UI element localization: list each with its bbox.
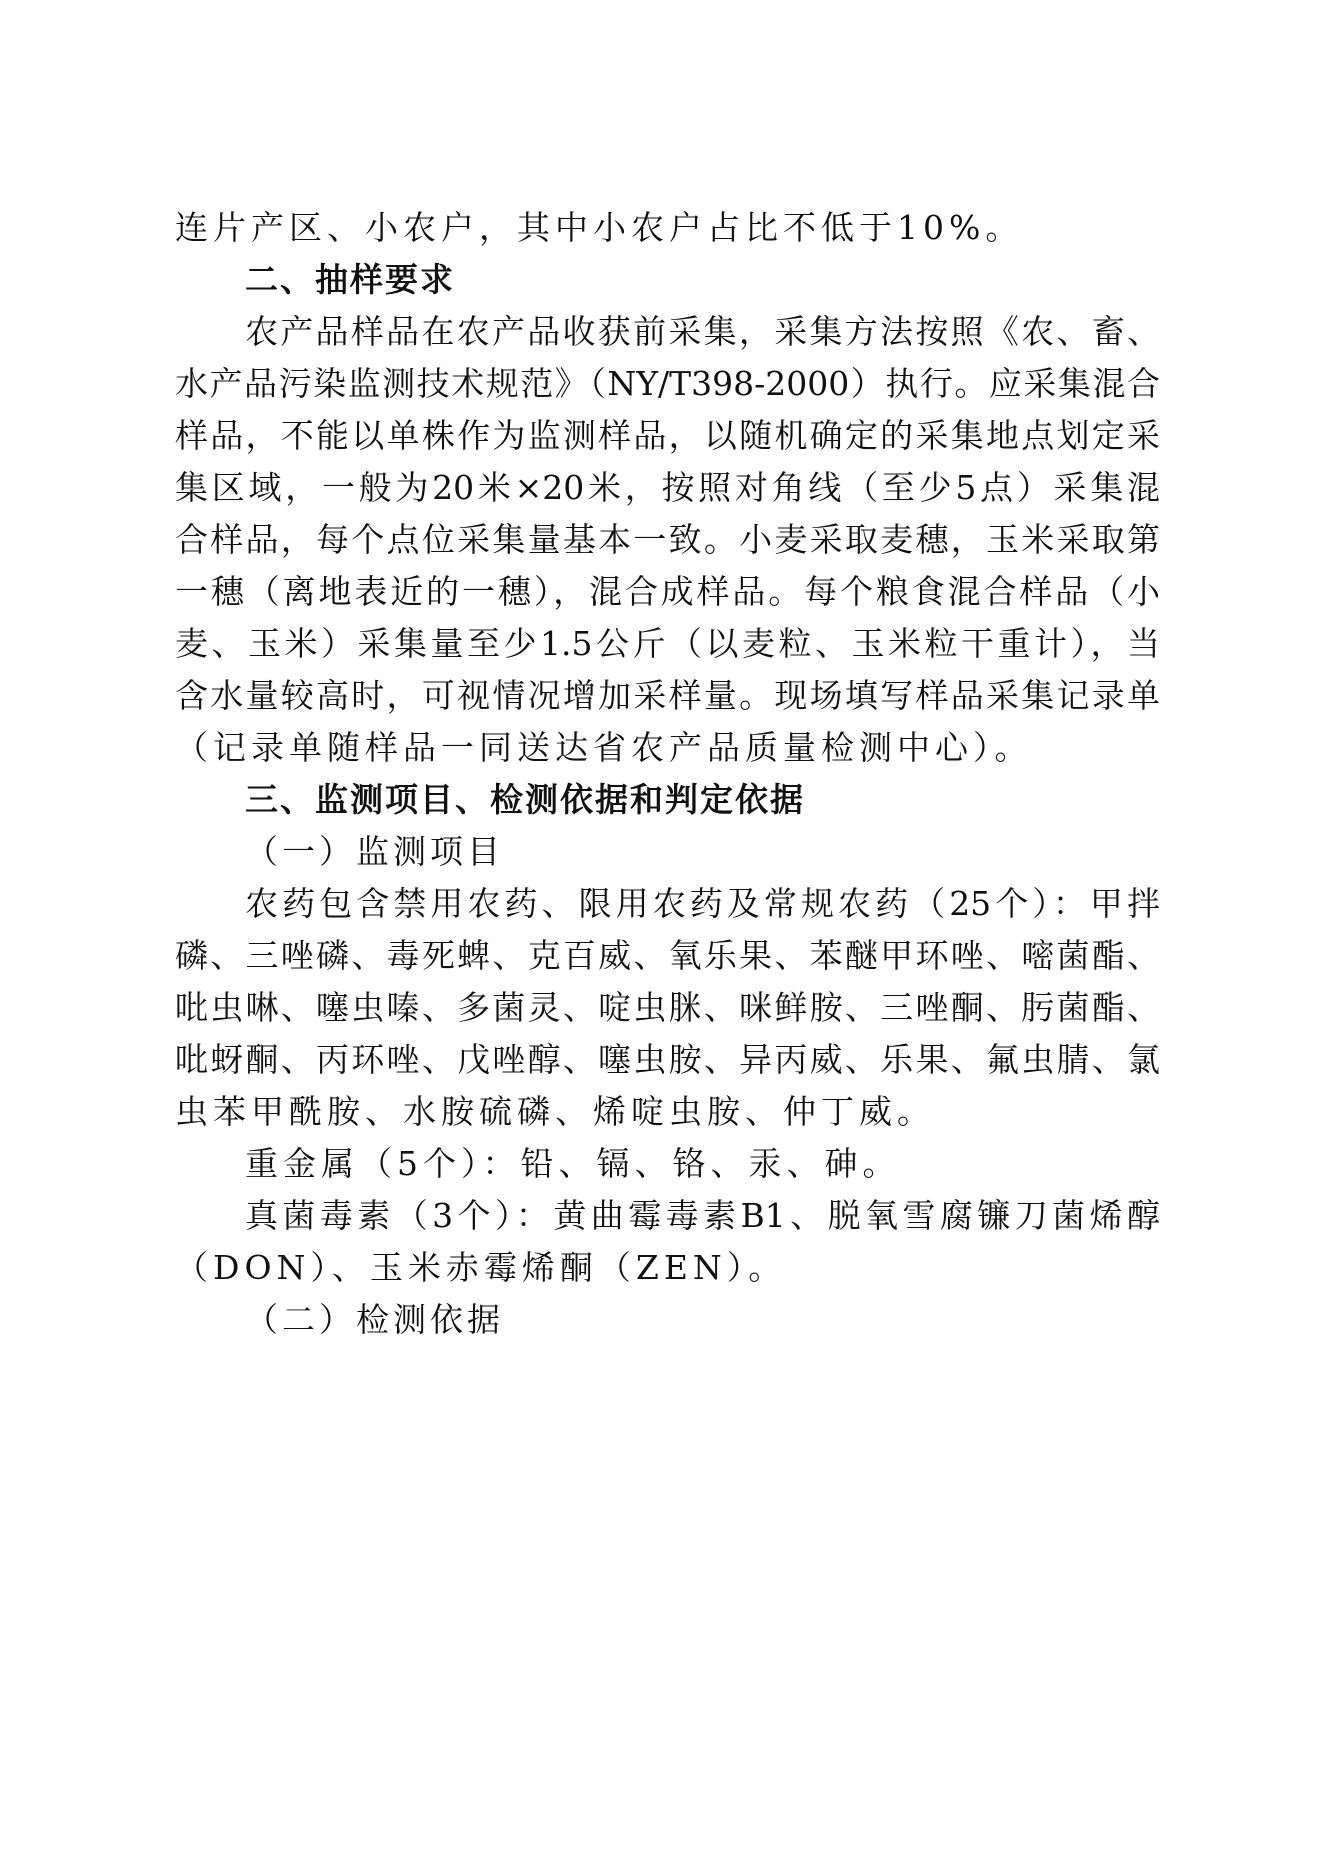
paragraph-line: 虫苯甲酰胺、水胺硫磷、烯啶虫胺、仲丁威。 [175, 1092, 935, 1131]
paragraph-line: 农产品样品在农产品收获前采集，采集方法按照《农、畜、 [245, 312, 1160, 351]
subsection-heading-items: （一）监测项目 [245, 832, 504, 871]
paragraph-line: （记录单随样品一同送达省农产品质量检测中心）。 [175, 728, 1033, 767]
paragraph-line: 一穗（离地表近的一穗），混合成样品。每个粮食混合样品（小 [175, 572, 1160, 611]
paragraph-line: 农药包含禁用农药、限用农药及常规农药（25个）：甲拌 [245, 884, 1160, 923]
paragraph-line: 磷、三唑磷、毒死蜱、克百威、氧乐果、苯醚甲环唑、嘧菌酯、 [175, 936, 1160, 975]
paragraph-line: 麦、玉米）采集量至少1.5公斤（以麦粒、玉米粒干重计），当 [175, 624, 1160, 663]
section-heading-monitoring: 三、监测项目、检测依据和判定依据 [245, 780, 805, 819]
paragraph-line: 水产品污染监测技术规范》（NY/T398-2000）执行。应采集混合 [175, 364, 1160, 403]
paragraph-line: 吡蚜酮、丙环唑、戊唑醇、噻虫胺、异丙威、乐果、氟虫腈、氯 [175, 1040, 1160, 1079]
paragraph-line: 集区域，一般为20米×20米，按照对角线（至少5点）采集混 [175, 468, 1160, 507]
paragraph-line: 样品，不能以单株作为监测样品，以随机确定的采集地点划定采 [175, 416, 1160, 455]
paragraph-line: 吡虫啉、噻虫嗪、多菌灵、啶虫脒、咪鲜胺、三唑酮、肟菌酯、 [175, 988, 1160, 1027]
paragraph-line: 连片产区、小农户，其中小农户占比不低于10%。 [175, 208, 1024, 247]
paragraph-line: 含水量较高时，可视情况增加采样量。现场填写样品采集记录单 [175, 676, 1160, 715]
subsection-heading-basis: （二）检测依据 [245, 1300, 504, 1339]
paragraph-line: 真菌毒素（3个）：黄曲霉毒素B1、脱氧雪腐镰刀菌烯醇 [245, 1196, 1160, 1235]
paragraph-line: 合样品，每个点位采集量基本一致。小麦采取麦穗，玉米采取第 [175, 520, 1160, 559]
paragraph-line: （DON）、玉米赤霉烯酮（ZEN）。 [175, 1248, 787, 1287]
paragraph-line: 重金属（5个）：铅、镉、铬、汞、砷。 [245, 1144, 901, 1183]
section-heading-sampling: 二、抽样要求 [245, 260, 455, 299]
